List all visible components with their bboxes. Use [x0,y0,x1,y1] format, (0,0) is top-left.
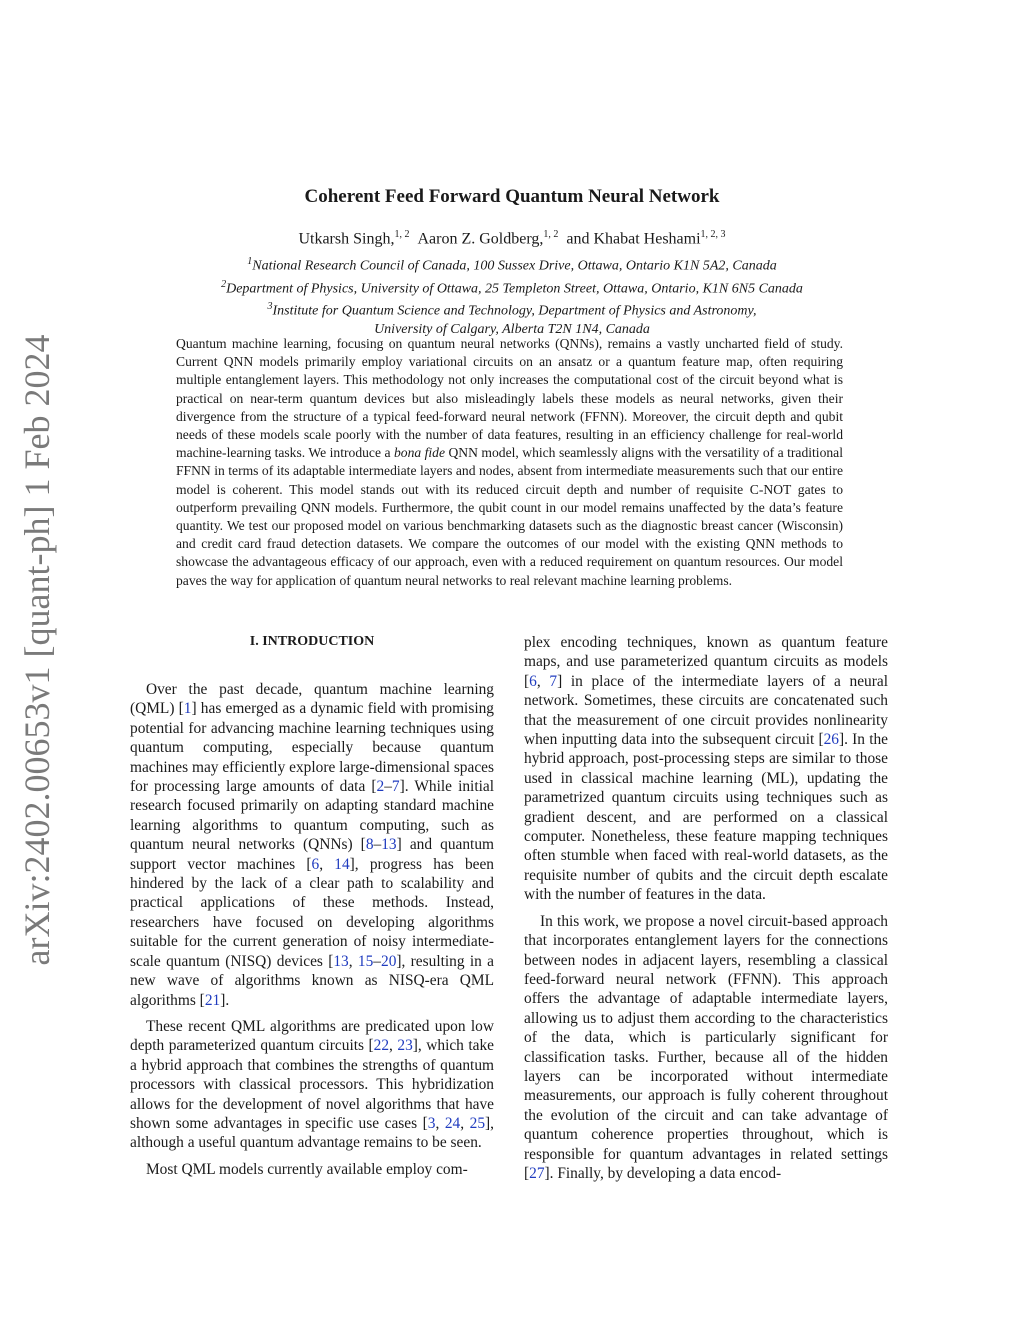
affiliation-text: Institute for Quantum Science and Technology, Department of Physics and Astronomy, [272,303,757,319]
author-name: Utkarsh Singh, [298,230,395,248]
author-affil-sup: 1, 2, 3 [700,229,726,240]
right-column [524,633,888,1190]
citation-link[interactable]: 6 [311,855,320,873]
author-affil-sup: 1, 2 [543,229,559,240]
citation-link[interactable]: 23 [397,1037,413,1055]
citation-link[interactable]: 13 [333,952,349,970]
citation-link[interactable]: 13 [381,836,397,854]
author-name: Khabat Heshami [593,230,701,248]
author-affil-sup: 1, 2 [394,229,410,240]
citation-link[interactable]: 20 [381,952,397,970]
paragraph: Over the past decade, quantum machine learning (QML) [1] has emerged as a dynamic field with promising potential for advancing machine learning techniques using quantum computing, especially because quantum machines may efficiently explore large-dimensional spaces for processing large amounts of data [2–7]. While initial research focused primarily on adapting standard machine learning algorithms to quantum computing, such as quantum neural networks (QNNs) [8–13] and quantum support vector machines [6, 14], progress has been hindered by the lack of a clear path to scalability and practical applications of these methods. Instead, researchers have focused on developing algorithms suitable for the current generation of noisy intermediate-scale quantum (NISQ) devices [13, 15–20], resulting in a new wave of algorithms known as NISQ-era QML algorithms [21]. [130,681,494,1009]
citation-link[interactable]: 27 [529,1164,545,1182]
affiliation-sup: 2 [221,278,227,290]
left-column [130,633,494,1186]
citation-link[interactable]: 7 [391,778,400,796]
abstract-text: Quantum machine learning, focusing on quantum neural networks (QNNs), remains a vastly uncharted field of study. Current QNN models primarily employ variational circuits on an ansatz or a quantum feature map, often requiring multiple entanglement layers. This methodology not only increases the computational cost of the circuit beyond what is practical on near-term quantum devices but also misleadingly labels these models as neural networks, given their divergence from the structure of a typical feed-forward neural network (FFNN). Moreover, the circuit depth and qubit needs of these models scale poorly with the number of data features, resulting in an efficiency challenge for real-world machine-learning tasks. We introduce a [176,336,843,461]
abstract-emphasis: bona fide [393,445,446,461]
arxiv-identifier: arXiv:2402.00653v1 [quant-ph] 1 Feb 2024 [17,334,57,966]
paragraph: Most QML models currently available employ com- [146,1160,468,1178]
paragraph: These recent QML algorithms are predicated upon low depth parameterized quantum circuits [22, 23], which take a hybrid approach that combines the strengths of quantum processors with classical processors. This hybridization allows for the development of novel algorithms that have shown some advantages in specific use cases [3, 24, 25], although a useful quantum advantage remains to be seen. [130,1017,494,1152]
citation-link[interactable]: 14 [334,855,350,873]
citation-link[interactable]: 3 [427,1114,436,1132]
abstract-text: QNN model, which seamlessly aligns with the versatility of a traditional FFNN in terms of its adaptable intermediate layers and nodes, absent from intermediate measurements such that our entire model is coherent. This model stands out with its reduced circuit depth and number of requisite C-NOT gates to outperform prevailing QNN models. Furthermore, the qubit count in our model remains unaffected by the data’s feature quantity. We test our proposed model on various benchmarking datasets such as the diagnostic breast cancer (Wisconsin) and credit card fraud detection datasets. We compare the outcomes of our model with the existing QNN methods to showcase the advantageous efficacy of our approach, even with a reduced requirement on quantum resources. Our model paves the way for application of quantum neural networks to real relevant machine learning problems. [176,445,843,588]
citation-link[interactable]: 8 [365,836,374,854]
affiliation-sup: 1 [247,256,253,267]
affiliation-text: University of Calgary, Alberta T2N 1N4, Canada [374,321,650,337]
author-list [0,229,1024,248]
citation-link[interactable]: 21 [204,991,221,1009]
paper-title: Coherent Feed Forward Quantum Neural Network [304,186,720,207]
affiliation-line [0,298,1024,321]
affiliation-text: National Research Council of Canada, 100 Sussex Drive, Ottawa, Ontario K1N 5A2, Canada [252,258,777,274]
abstract [176,335,843,590]
citation-link[interactable]: 6 [529,672,537,690]
citation-link[interactable]: 2 [376,778,385,796]
paragraph: In this work, we propose a novel circuit-based approach that incorporates entanglement layers for the connections between nodes in adjacent layers, resembling a classical feed-forward neural network (FFNN). This approach offers the advantage of adaptable intermediate layers, allowing us to adjust them according to the characteristics of the data, which is particularly significant for classification tasks. Further, because all of the hidden layers can be incorporated without intermediate measurements, our approach is fully coherent throughout the evolution of the circuit and can take advantage of quantum coherence properties throughout, which is responsible for quantum advantages in related settings [27]. Finally, by developing a data encod- [524,912,888,1182]
author-name: Aaron Z. Goldberg, [417,230,544,248]
section-heading: I. INTRODUCTION [249,634,375,649]
citation-link[interactable]: 22 [373,1037,390,1055]
paragraph: plex encoding techniques, known as quantum feature maps, and use parameterized quantum circuits as models [6, 7] in place of the intermediate layers of a neural network. Sometimes, these circuits are concatenated such that the measurement of one circuit provides nonlinearity when inputting data into the subsequent circuit [26]. In the hybrid approach, post-processing steps are similar to those used in classical machine learning (ML), updating the parametrized quantum circuits using techniques such as gradient descent, and are performed on a classical computer. Nonetheless, these feature mapping techniques often stumble when faced with real-world datasets, as the requisite number of qubits and the circuit depth escalate with the number of features in the data. [524,634,888,904]
citation-link[interactable]: 24 [444,1114,461,1132]
affiliation-line [0,253,1024,276]
citation-link[interactable]: 15 [357,952,374,970]
affiliation-sup: 3 [267,301,273,313]
author-conjunction: and [566,230,590,248]
citation-link[interactable]: 1 [183,700,192,718]
arxiv-sidebar [4,320,70,980]
citation-link[interactable]: 7 [549,672,558,690]
affiliation-text: Department of Physics, University of Ottawa, 25 Templeton Street, Ottawa, Ontario, K1N 6N5 Canada [226,281,803,297]
citation-link[interactable]: 25 [469,1114,486,1132]
affiliations [0,253,1024,339]
affiliation-line [0,276,1024,299]
citation-link[interactable]: 26 [823,731,839,749]
